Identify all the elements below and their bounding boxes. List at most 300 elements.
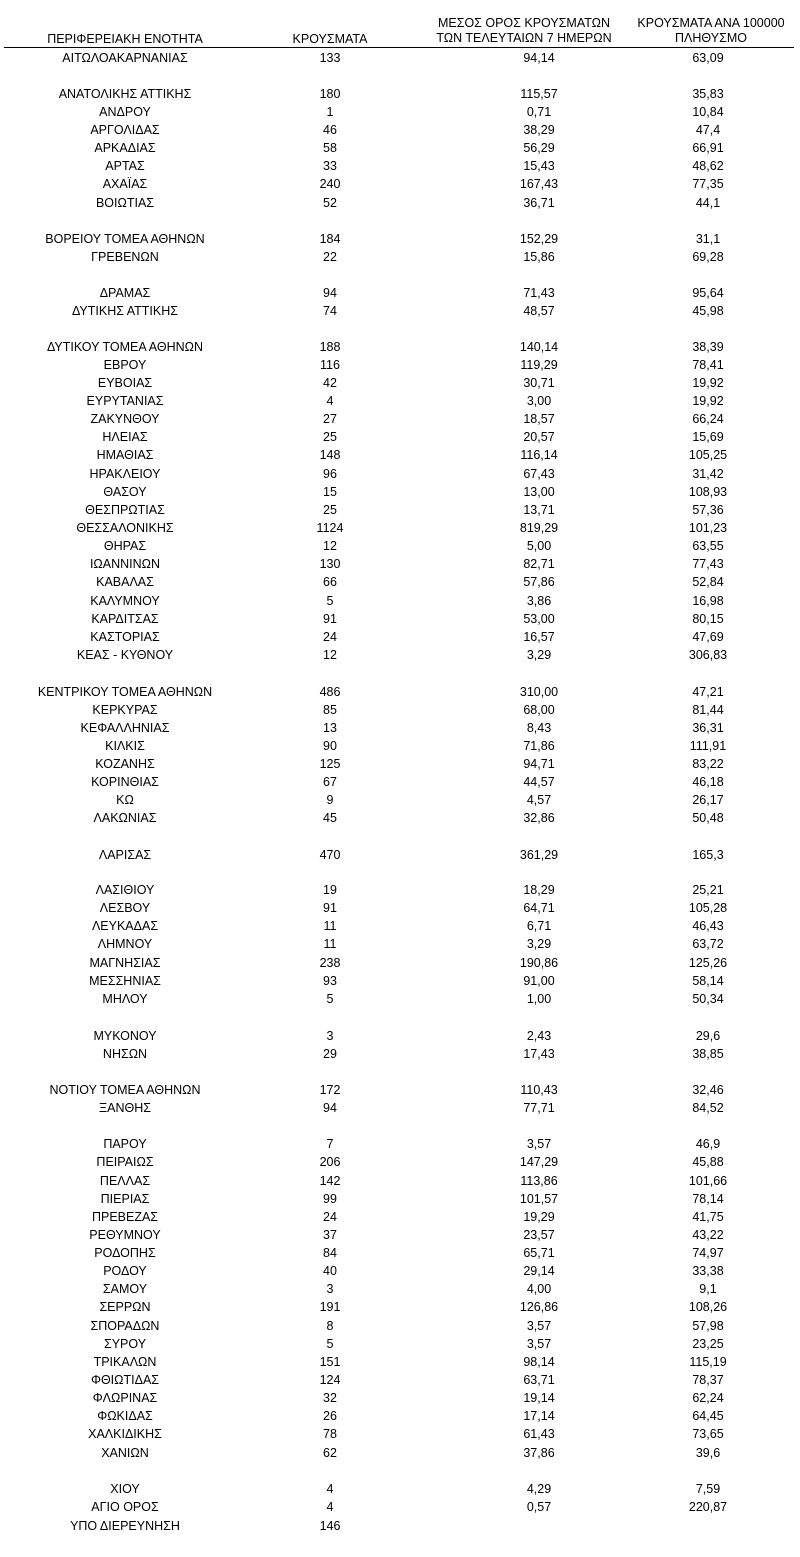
cases-cell: 3 xyxy=(326,1029,334,1043)
cases-cell: 46 xyxy=(323,123,337,137)
region-cell: ΑΝΑΤΟΛΙΚΗΣ ΑΤΤΙΚΗΣ xyxy=(58,87,192,101)
table-row xyxy=(0,1335,800,1353)
region-cell: ΞΑΝΘΗΣ xyxy=(99,1101,151,1115)
avg7-cell: 115,57 xyxy=(520,87,558,101)
region-cell: ΚΑΒΑΛΑΣ xyxy=(96,575,154,589)
cases-cell: 470 xyxy=(319,848,341,862)
region-cell: ΠΕΛΛΑΣ xyxy=(99,1174,151,1188)
avg7-cell: 167,43 xyxy=(519,177,559,191)
table-row xyxy=(0,755,800,773)
table-row xyxy=(0,248,800,266)
region-cell: ΠΡΕΒΕΖΑΣ xyxy=(91,1210,159,1224)
cases-cell: 24 xyxy=(323,630,337,644)
table-row xyxy=(0,646,800,664)
table-row xyxy=(0,374,800,392)
region-cell: ΜΥΚΟΝΟΥ xyxy=(93,1029,157,1043)
avg7-cell: 1,00 xyxy=(526,992,552,1006)
avg7-cell: 61,43 xyxy=(523,1427,555,1441)
per100k-cell: 78,37 xyxy=(692,1373,724,1387)
per100k-cell: 48,62 xyxy=(692,159,724,173)
header-avg7 xyxy=(424,16,624,46)
avg7-cell: 77,71 xyxy=(523,1101,555,1115)
cases-cell: 67 xyxy=(323,775,337,789)
cases-cell: 125 xyxy=(319,757,341,771)
avg7-cell: 6,71 xyxy=(526,919,552,933)
avg7-cell: 116,14 xyxy=(520,448,558,462)
per100k-cell: 78,14 xyxy=(692,1192,724,1206)
cases-cell: 27 xyxy=(323,412,337,426)
region-cell: ΠΑΡΟΥ xyxy=(103,1137,147,1151)
cases-cell: 40 xyxy=(323,1264,337,1278)
cases-cell: 206 xyxy=(319,1155,341,1169)
cases-cell: 142 xyxy=(319,1174,341,1188)
per100k-cell: 74,97 xyxy=(692,1246,724,1260)
region-cell: ΠΕΙΡΑΙΩΣ xyxy=(96,1155,154,1169)
per100k-cell: 19,92 xyxy=(692,394,724,408)
region-cell: ΕΒΡΟΥ xyxy=(103,358,147,372)
table-row xyxy=(0,1153,800,1171)
region-cell: ΑΙΤΩΛΟΑΚΑΡΝΑΝΙΑΣ xyxy=(62,51,188,65)
avg7-cell: 32,86 xyxy=(523,811,555,825)
table-row xyxy=(0,1425,800,1443)
avg7-cell: 361,29 xyxy=(519,848,559,862)
region-cell: ΦΛΩΡΙΝΑΣ xyxy=(92,1391,158,1405)
cases-cell: 74 xyxy=(323,304,337,318)
region-cell: ΛΕΣΒΟΥ xyxy=(99,901,151,915)
region-cell: ΑΡΓΟΛΙΔΑΣ xyxy=(90,123,160,137)
table-row xyxy=(0,1371,800,1389)
per100k-cell: 80,15 xyxy=(692,612,724,626)
region-cell: ΣΕΡΡΩΝ xyxy=(99,1300,151,1314)
avg7-cell: 15,86 xyxy=(523,250,555,264)
table-row xyxy=(0,49,800,67)
cases-cell: 12 xyxy=(323,648,337,662)
avg7-cell: 44,57 xyxy=(523,775,555,789)
region-cell: ΑΡΤΑΣ xyxy=(105,159,145,173)
per100k-cell: 220,87 xyxy=(688,1500,728,1514)
avg7-cell: 110,43 xyxy=(520,1083,558,1097)
cases-cell: 5 xyxy=(326,992,334,1006)
per100k-cell: 66,91 xyxy=(692,141,724,155)
table-row xyxy=(0,628,800,646)
cases-cell: 188 xyxy=(319,340,341,354)
cases-cell: 12 xyxy=(323,539,337,553)
table-row xyxy=(0,1027,800,1045)
avg7-cell: 64,71 xyxy=(523,901,555,915)
avg7-cell: 0,57 xyxy=(526,1500,552,1514)
per100k-cell: 165,3 xyxy=(692,848,724,862)
header-underline xyxy=(4,47,794,48)
cases-cell: 42 xyxy=(323,376,337,390)
avg7-cell: 140,14 xyxy=(519,340,559,354)
region-cell: ΚΕΡΚΥΡΑΣ xyxy=(92,703,158,717)
per100k-cell: 9,1 xyxy=(699,1282,717,1296)
table-row xyxy=(0,809,800,827)
table-row xyxy=(0,85,800,103)
region-cell: ΚΕΦΑΛΛΗΝΙΑΣ xyxy=(80,721,170,735)
per100k-cell: 77,35 xyxy=(692,177,724,191)
per100k-cell: 19,92 xyxy=(692,376,724,390)
avg7-cell: 0,71 xyxy=(526,105,552,119)
per100k-cell: 95,64 xyxy=(692,286,724,300)
cases-cell: 116 xyxy=(320,358,340,372)
avg7-cell: 3,29 xyxy=(526,937,552,951)
avg7-cell: 3,86 xyxy=(526,594,552,608)
table-row xyxy=(0,1244,800,1262)
per100k-cell: 64,45 xyxy=(692,1409,724,1423)
avg7-cell: 13,00 xyxy=(523,485,555,499)
table-row xyxy=(0,719,800,737)
region-cell: ΛΕΥΚΑΔΑΣ xyxy=(91,919,159,933)
table-row xyxy=(0,1081,800,1099)
region-cell: ΚΟΖΑΝΗΣ xyxy=(95,757,155,771)
per100k-cell: 41,75 xyxy=(692,1210,724,1224)
per100k-cell: 7,59 xyxy=(695,1482,721,1496)
avg7-cell: 126,86 xyxy=(519,1300,559,1314)
region-cell: ΚΑΛΥΜΝΟΥ xyxy=(90,594,160,608)
region-cell: ΓΡΕΒΕΝΩΝ xyxy=(91,250,159,264)
table-row xyxy=(0,1280,800,1298)
region-cell: ΡΟΔΟΥ xyxy=(103,1264,147,1278)
cases-cell: 33 xyxy=(323,159,337,173)
table-row xyxy=(0,284,800,302)
cases-cell: 1124 xyxy=(316,521,344,535)
per100k-cell: 36,31 xyxy=(692,721,724,735)
avg7-cell: 68,00 xyxy=(523,703,555,717)
table-row xyxy=(0,1045,800,1063)
table-row xyxy=(0,446,800,464)
cases-cell: 91 xyxy=(323,612,337,626)
avg7-cell: 48,57 xyxy=(523,304,555,318)
per100k-cell: 47,21 xyxy=(692,685,724,699)
per100k-cell: 81,44 xyxy=(692,703,724,717)
per100k-cell: 52,84 xyxy=(692,575,724,589)
avg7-cell: 18,29 xyxy=(523,883,555,897)
table-row xyxy=(0,846,800,864)
region-cell: ΥΠΟ ΔΙΕΡΕΥΝΗΣΗ xyxy=(70,1519,180,1533)
per100k-cell: 45,88 xyxy=(692,1155,724,1169)
per100k-cell: 57,36 xyxy=(692,503,724,517)
table-row xyxy=(0,791,800,809)
cases-cell: 9 xyxy=(326,793,334,807)
region-cell: ΧΑΝΙΩΝ xyxy=(101,1446,149,1460)
table-row xyxy=(0,392,800,410)
region-cell: ΧΑΛΚΙΔΙΚΗΣ xyxy=(88,1427,162,1441)
table-row xyxy=(0,610,800,628)
region-cell: ΑΧΑΪΑΣ xyxy=(102,177,148,191)
per100k-cell: 105,25 xyxy=(688,448,728,462)
region-cell: ΛΗΜΝΟΥ xyxy=(97,937,153,951)
table-row xyxy=(0,194,800,212)
table-row xyxy=(0,1208,800,1226)
per100k-cell: 62,24 xyxy=(692,1391,724,1405)
avg7-cell: 113,86 xyxy=(520,1174,558,1188)
region-cell: ΣΥΡΟΥ xyxy=(103,1337,147,1351)
avg7-cell: 13,71 xyxy=(523,503,555,517)
table-row xyxy=(0,592,800,610)
avg7-cell: 53,00 xyxy=(523,612,555,626)
avg7-cell: 2,43 xyxy=(526,1029,552,1043)
region-cell: ΘΑΣΟΥ xyxy=(103,485,147,499)
avg7-cell: 101,57 xyxy=(519,1192,559,1206)
cases-cell: 22 xyxy=(323,250,337,264)
cases-cell: 96 xyxy=(323,467,337,481)
per100k-cell: 29,6 xyxy=(695,1029,721,1043)
cases-cell: 58 xyxy=(323,141,337,155)
avg7-cell: 5,00 xyxy=(526,539,552,553)
cases-cell: 45 xyxy=(323,811,337,825)
avg7-cell: 190,86 xyxy=(519,956,559,970)
region-cell: ΝΟΤΙΟΥ ΤΟΜΕΑ ΑΘΗΝΩΝ xyxy=(49,1083,201,1097)
per100k-cell: 66,24 xyxy=(692,412,724,426)
table-row xyxy=(0,1262,800,1280)
table-row xyxy=(0,1135,800,1153)
table-row xyxy=(0,465,800,483)
per100k-cell: 46,18 xyxy=(692,775,724,789)
cases-cell: 90 xyxy=(323,739,337,753)
region-cell: ΘΕΣΠΡΩΤΙΑΣ xyxy=(85,503,165,517)
per100k-cell: 115,19 xyxy=(689,1355,727,1369)
per100k-cell: 47,69 xyxy=(692,630,724,644)
cases-cell: 172 xyxy=(319,1083,341,1097)
region-cell: ΠΙΕΡΙΑΣ xyxy=(100,1192,150,1206)
region-cell: ΗΛΕΙΑΣ xyxy=(102,430,148,444)
cases-cell: 5 xyxy=(326,594,334,608)
per100k-cell: 50,48 xyxy=(692,811,724,825)
header-per100k-line-1: ΚΡΟΥΣΜΑΤΑ ΑΝΑ 100000 xyxy=(637,16,785,30)
avg7-cell: 4,29 xyxy=(526,1482,552,1496)
avg7-cell: 19,29 xyxy=(523,1210,555,1224)
region-cell: ΔΥΤΙΚΗΣ ΑΤΤΙΚΗΣ xyxy=(72,304,178,318)
per100k-cell: 38,39 xyxy=(692,340,724,354)
table-row xyxy=(0,1480,800,1498)
per100k-cell: 111,91 xyxy=(689,739,727,753)
region-cell: ΚΑΣΤΟΡΙΑΣ xyxy=(90,630,160,644)
cases-cell: 99 xyxy=(323,1192,337,1206)
cases-cell: 8 xyxy=(326,1319,334,1333)
per100k-cell: 63,72 xyxy=(692,937,724,951)
per100k-cell: 32,46 xyxy=(692,1083,724,1097)
table-row xyxy=(0,1389,800,1407)
cases-cell: 29 xyxy=(323,1047,337,1061)
avg7-cell: 20,57 xyxy=(523,430,555,444)
per100k-cell: 58,14 xyxy=(692,974,724,988)
table-row xyxy=(0,175,800,193)
cases-cell: 66 xyxy=(323,575,337,589)
table-row xyxy=(0,1099,800,1117)
cases-cell: 486 xyxy=(319,685,341,699)
region-cell: ΗΜΑΘΙΑΣ xyxy=(96,448,154,462)
table-row xyxy=(0,121,800,139)
per100k-cell: 125,26 xyxy=(688,956,728,970)
avg7-cell: 3,57 xyxy=(526,1137,552,1151)
region-cell: ΔΥΤΙΚΟΥ ΤΟΜΕΑ ΑΘΗΝΩΝ xyxy=(46,340,204,354)
cases-cell: 94 xyxy=(323,1101,337,1115)
per100k-cell: 39,6 xyxy=(695,1446,721,1460)
cases-cell: 184 xyxy=(319,232,341,246)
cases-cell: 148 xyxy=(319,448,341,462)
region-cell: ΛΑΚΩΝΙΑΣ xyxy=(93,811,157,825)
avg7-cell: 819,29 xyxy=(519,521,559,535)
cases-cell: 133 xyxy=(319,51,341,65)
region-cell: ΖΑΚΥΝΘΟΥ xyxy=(90,412,160,426)
per100k-cell: 84,52 xyxy=(692,1101,724,1115)
table-row xyxy=(0,917,800,935)
table-row xyxy=(0,519,800,537)
table-row xyxy=(0,1317,800,1335)
region-cell: ΧΙΟΥ xyxy=(110,1482,140,1496)
avg7-cell: 98,14 xyxy=(523,1355,555,1369)
table-row xyxy=(0,1407,800,1425)
region-cell: ΚΕΝΤΡΙΚΟΥ ΤΟΜΕΑ ΑΘΗΝΩΝ xyxy=(37,685,213,699)
region-cell: ΡΟΔΟΠΗΣ xyxy=(94,1246,156,1260)
per100k-cell: 31,1 xyxy=(695,232,721,246)
region-cell: ΤΡΙΚΑΛΩΝ xyxy=(93,1355,157,1369)
cases-cell: 130 xyxy=(319,557,341,571)
per100k-cell: 78,41 xyxy=(692,358,724,372)
per100k-cell: 47,4 xyxy=(695,123,721,137)
table-row xyxy=(0,230,800,248)
header-avg7-line-1: ΜΕΣΟΣ ΟΡΟΣ ΚΡΟΥΣΜΑΤΩΝ xyxy=(437,16,611,30)
cases-cell: 4 xyxy=(326,1482,334,1496)
header-region xyxy=(2,32,248,47)
per100k-cell: 105,28 xyxy=(688,901,728,915)
region-cell: ΝΗΣΩΝ xyxy=(102,1047,148,1061)
table-row xyxy=(0,1226,800,1244)
region-cell: ΚΑΡΔΙΤΣΑΣ xyxy=(91,612,159,626)
region-cell: ΜΑΓΝΗΣΙΑΣ xyxy=(89,956,161,970)
avg7-cell: 23,57 xyxy=(523,1228,555,1242)
table-row xyxy=(0,157,800,175)
header-region-line: ΠΕΡΙΦΕΡΕΙΑΚΗ ΕΝΟΤΗΤΑ xyxy=(47,32,203,46)
per100k-cell: 57,98 xyxy=(692,1319,724,1333)
avg7-cell: 16,57 xyxy=(523,630,555,644)
per100k-cell: 23,25 xyxy=(692,1337,724,1351)
cases-cell: 19 xyxy=(323,883,337,897)
region-cell: ΕΥΡΥΤΑΝΙΑΣ xyxy=(86,394,164,408)
table-row xyxy=(0,428,800,446)
table-row xyxy=(0,1517,800,1535)
avg7-cell: 30,71 xyxy=(523,376,555,390)
avg7-cell: 71,43 xyxy=(523,286,555,300)
cases-cell: 91 xyxy=(323,901,337,915)
table-row xyxy=(0,537,800,555)
region-cell: ΗΡΑΚΛΕΙΟΥ xyxy=(89,467,161,481)
cases-cell: 151 xyxy=(319,1355,341,1369)
region-cell: ΚΙΛΚΙΣ xyxy=(105,739,145,753)
region-cell: ΑΓΙΟ ΟΡΟΣ xyxy=(91,1500,159,1514)
avg7-cell: 94,14 xyxy=(523,51,555,65)
region-cell: ΡΕΘΥΜΝΟΥ xyxy=(89,1228,161,1242)
avg7-cell: 15,43 xyxy=(523,159,555,173)
table-row xyxy=(0,737,800,755)
cases-cell: 26 xyxy=(323,1409,337,1423)
per100k-cell: 35,83 xyxy=(692,87,724,101)
per100k-cell: 38,85 xyxy=(692,1047,724,1061)
header-cases xyxy=(268,32,392,47)
table-row xyxy=(0,302,800,320)
per100k-cell: 108,26 xyxy=(688,1300,728,1314)
per100k-cell: 10,84 xyxy=(692,105,724,119)
avg7-cell: 3,00 xyxy=(526,394,552,408)
region-cell: ΚΕΑΣ - ΚΥΘΝΟΥ xyxy=(76,648,174,662)
region-cell: ΜΗΛΟΥ xyxy=(102,992,148,1006)
cases-cell: 62 xyxy=(323,1446,337,1460)
per100k-cell: 101,66 xyxy=(688,1174,728,1188)
table-row xyxy=(0,899,800,917)
per100k-cell: 50,34 xyxy=(692,992,724,1006)
per100k-cell: 73,65 xyxy=(692,1427,724,1441)
avg7-cell: 65,71 xyxy=(523,1246,555,1260)
region-cell: ΦΘΙΩΤΙΔΑΣ xyxy=(90,1373,160,1387)
table-row xyxy=(0,881,800,899)
cases-cell: 25 xyxy=(323,503,337,517)
per100k-cell: 101,23 xyxy=(688,521,728,535)
avg7-cell: 94,71 xyxy=(523,757,555,771)
avg7-cell: 71,86 xyxy=(523,739,555,753)
cases-cell: 180 xyxy=(319,87,341,101)
per100k-cell: 77,43 xyxy=(692,557,724,571)
table-row xyxy=(0,410,800,428)
table-row xyxy=(0,1190,800,1208)
per100k-cell: 43,22 xyxy=(692,1228,724,1242)
table-row xyxy=(0,1298,800,1316)
per100k-cell: 45,98 xyxy=(692,304,724,318)
table-row xyxy=(0,990,800,1008)
cases-cell: 37 xyxy=(323,1228,337,1242)
avg7-cell: 147,29 xyxy=(519,1155,559,1169)
table-row xyxy=(0,954,800,972)
header-per100k xyxy=(626,16,796,46)
cases-cell: 85 xyxy=(323,703,337,717)
region-cell: ΚΩ xyxy=(116,793,134,807)
avg7-cell: 56,29 xyxy=(523,141,555,155)
table-row xyxy=(0,773,800,791)
avg7-cell: 3,57 xyxy=(526,1337,552,1351)
table-row xyxy=(0,1172,800,1190)
table-row xyxy=(0,139,800,157)
per100k-cell: 26,17 xyxy=(692,793,724,807)
region-cell: ΦΩΚΙΔΑΣ xyxy=(97,1409,153,1423)
per100k-cell: 69,28 xyxy=(692,250,724,264)
avg7-cell: 3,57 xyxy=(526,1319,552,1333)
per100k-cell: 46,43 xyxy=(692,919,724,933)
avg7-cell: 36,71 xyxy=(523,196,555,210)
avg7-cell: 152,29 xyxy=(519,232,559,246)
region-cell: ΣΑΜΟΥ xyxy=(102,1282,148,1296)
per100k-cell: 31,42 xyxy=(692,467,724,481)
per100k-cell: 108,93 xyxy=(688,485,728,499)
region-cell: ΜΕΣΣΗΝΙΑΣ xyxy=(89,974,161,988)
region-cell: ΔΡΑΜΑΣ xyxy=(99,286,151,300)
table-row xyxy=(0,555,800,573)
cases-cell: 32 xyxy=(323,1391,337,1405)
per100k-cell: 63,09 xyxy=(692,51,724,65)
table-row xyxy=(0,701,800,719)
cases-cell: 124 xyxy=(319,1373,341,1387)
avg7-cell: 8,43 xyxy=(526,721,552,735)
header-per100k-line-2: ΠΛΗΘΥΣΜΟ xyxy=(675,31,747,45)
cases-cell: 24 xyxy=(323,1210,337,1224)
avg7-cell: 18,57 xyxy=(523,412,555,426)
avg7-cell: 3,29 xyxy=(526,648,552,662)
avg7-cell: 63,71 xyxy=(523,1373,555,1387)
per100k-cell: 15,69 xyxy=(692,430,724,444)
avg7-cell: 310,00 xyxy=(519,685,559,699)
avg7-cell: 19,14 xyxy=(523,1391,555,1405)
region-cell: ΑΝΔΡΟΥ xyxy=(99,105,151,119)
region-cell: ΘΗΡΑΣ xyxy=(103,539,147,553)
